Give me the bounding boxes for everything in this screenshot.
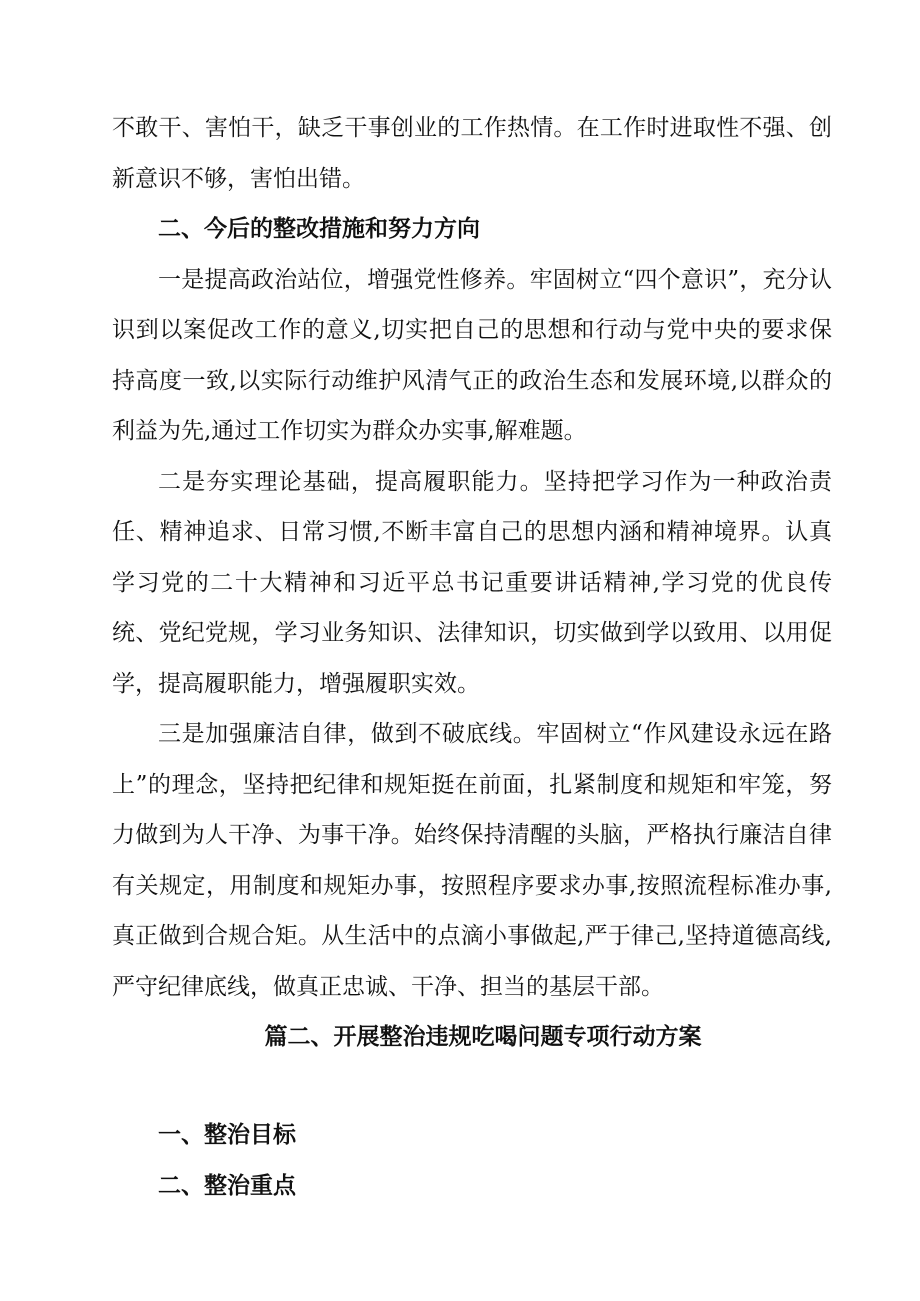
paragraph-continuation: 不敢干、害怕干，缺乏干事创业的工作热情。在工作时进取性不强、创新意识不够，害怕出错。 [112, 115, 832, 192]
section-heading-rectification: 二、今后的整改措施和努力方向 [158, 215, 480, 242]
paragraph-measure-one: 一是提高政治站位，增强党性修养。牢固树立“四个意识”，充分认识到以案促改工作的意义,切实把自己的思想和行动与党中央的要求保持高度一致,以实际行动维护风清气正的政治生态和发展环境,以群众的利益为先,通过工作切实为群众办实事,解难题。 [112, 266, 832, 444]
document-title: 篇二、开展整治违规吃喝问题专项行动方案 [264, 1023, 702, 1050]
section-heading-focus: 二、整治重点 [158, 1171, 296, 1199]
document-page [112, 103, 832, 1211]
spacer [112, 1062, 832, 1110]
section-heading-goal: 一、整治目标 [158, 1121, 296, 1148]
paragraph-measure-two: 二是夯实理论基础，提高履职能力。坚持把学习作为一种政治责任、精神追求、日常习惯,不断丰富自己的思想内涵和精神境界。认真学习党的二十大精神和习近平总书记重要讲话精神,学习党的优良传统、党纪党规，学习业务知识、法律知识，切实做到学以致用、以用促学，提高履职能力，增强履职实效。 [112, 468, 832, 697]
paragraph-measure-three: 三是加强廉洁自律，做到不破底线。牢固树立“作风建设永远在路上”的理念，坚持把纪律和规矩挺在前面，扎紧制度和规矩和牢笼，努力做到为人干净、为事干净。始终保持清醒的头脑，严格执行廉洁自律有关规定，用制度和规矩办事，按照程序要求办事,按照流程标准办事,真正做到合规合矩。从生活中的点滴小事做起,严于律己,坚持道德高线,严守纪律底线，做真正忠诚、干净、担当的基层干部。 [112, 721, 832, 1000]
